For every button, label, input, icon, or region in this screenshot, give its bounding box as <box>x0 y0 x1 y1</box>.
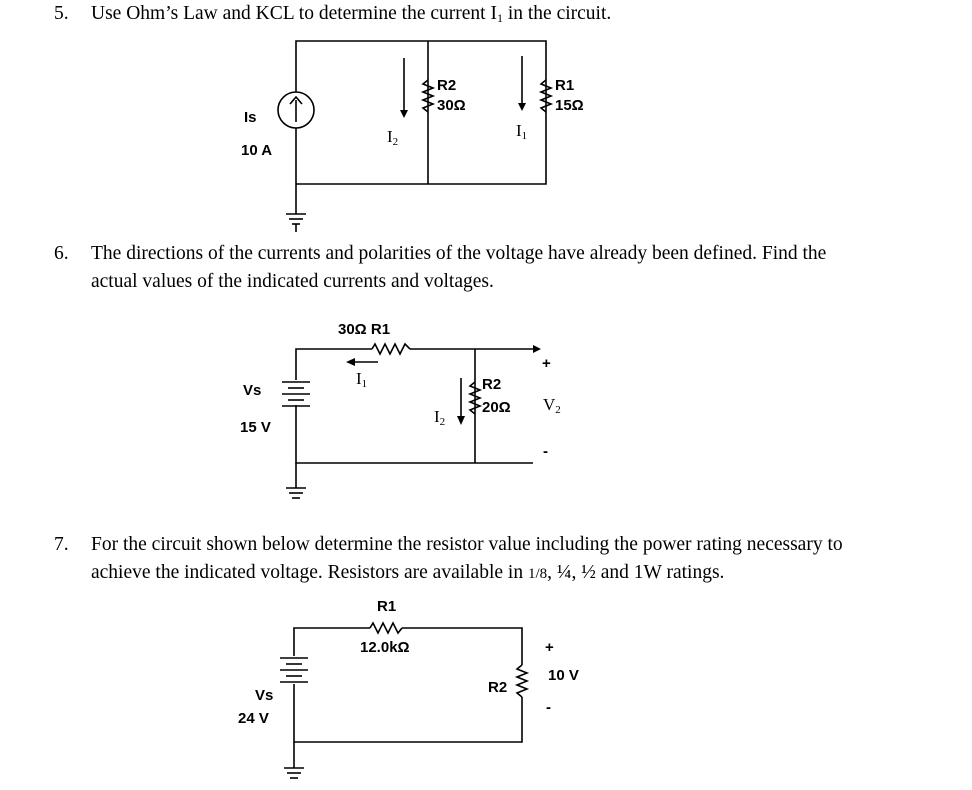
battery-symbol <box>282 382 310 406</box>
circuit-2-wires <box>296 349 533 488</box>
i2-label: I2 <box>434 407 446 428</box>
r2-name-label: R2 <box>482 376 502 393</box>
r2-value-label: 20Ω <box>482 399 511 416</box>
source-value-label: 24 V <box>238 710 269 727</box>
question-text-line-1: For the circuit shown below determine the resistor value including the power rating necessary to <box>91 534 843 555</box>
minus-sign: - <box>546 699 551 716</box>
r1-name-label: R1 <box>377 598 397 615</box>
circuit-1 <box>241 41 584 232</box>
current-arrow-i2 <box>457 378 465 425</box>
current-arrow-i1 <box>346 358 378 366</box>
r1-value-label: 12.0kΩ <box>360 639 410 656</box>
question-text-line-1: The directions of the currents and polarities of the voltage have already been defined. Find the <box>91 243 827 264</box>
question-text-part: Use Ohm’s Law and KCL to determine the current I <box>91 3 497 24</box>
terminal-arrow <box>533 345 541 353</box>
r1-value-label: 15Ω <box>555 97 584 114</box>
r2-value-label: 30Ω <box>437 97 466 114</box>
current-source-symbol <box>278 92 314 128</box>
battery-symbol <box>280 658 308 682</box>
ground-symbol <box>286 488 306 498</box>
current-arrow-i2 <box>400 58 408 118</box>
current-arrow-i1 <box>518 56 526 111</box>
r2-name-label: R2 <box>437 77 457 94</box>
source-value-label: 15 V <box>240 419 271 436</box>
question-number: 5. <box>54 3 69 24</box>
i1-label: I1 <box>356 369 368 390</box>
minus-sign: - <box>543 443 548 460</box>
r2-name-label: R2 <box>488 679 508 696</box>
i2-label: I2 <box>387 127 399 148</box>
question-text-part: achieve the indicated voltage. Resistors are available in <box>91 562 528 583</box>
question-text-part: in the circuit. <box>502 3 612 24</box>
plus-sign: + <box>545 639 554 656</box>
resistor-r1 <box>370 623 402 633</box>
question-number: 6. <box>54 243 69 264</box>
source-name-label: Is <box>244 109 257 126</box>
question-text-line-2: actual values of the indicated currents and voltages. <box>91 271 494 292</box>
ground-symbol <box>286 214 306 232</box>
source-value-label: 10 A <box>241 142 273 159</box>
subscript: 1 <box>496 11 503 25</box>
source-name-label: Vs <box>243 382 262 399</box>
output-voltage-label: 10 V <box>548 667 579 684</box>
v2-label: V2 <box>543 395 561 416</box>
fraction-text: 1/8 <box>527 566 548 582</box>
i1-label: I1 <box>516 121 528 142</box>
ground-symbol <box>284 768 304 778</box>
resistor-r1 <box>372 344 410 354</box>
source-name-label: Vs <box>255 687 274 704</box>
circuit-1-wires <box>296 41 546 214</box>
question-text-part: , ¼, ½ and 1W ratings. <box>547 562 725 583</box>
resistor-r2 <box>517 665 527 697</box>
circuit-3 <box>238 598 579 778</box>
r1-name-label: R1 <box>555 77 575 94</box>
question-number: 7. <box>54 534 69 555</box>
plus-sign: + <box>542 355 551 372</box>
r1-label: 30Ω R1 <box>338 321 391 338</box>
circuit-2 <box>240 321 561 498</box>
